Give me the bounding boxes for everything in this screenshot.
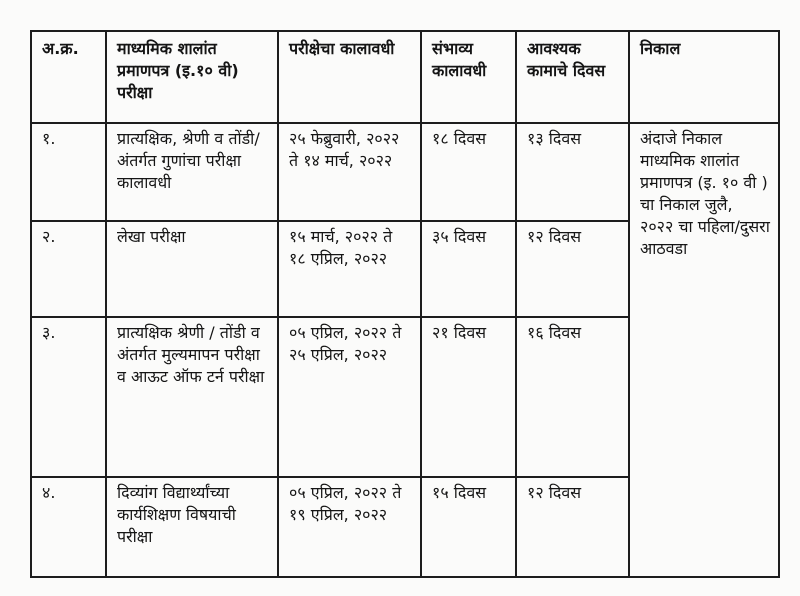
- header-serial: अ.क्र.: [31, 31, 106, 123]
- cell-probable-period: १५ दिवस: [421, 477, 516, 577]
- cell-exam-period: ०५ एप्रिल, २०२२ ते २५ एप्रिल, २०२२: [278, 317, 421, 477]
- header-exam: माध्यमिक शालांत प्रमाणपत्र (इ.१० वी) परीक्षा: [106, 31, 278, 123]
- header-working-days: आवश्यक कामाचे दिवस: [516, 31, 629, 123]
- cell-serial: ४.: [31, 477, 106, 577]
- cell-working-days: १६ दिवस: [516, 317, 629, 477]
- cell-exam: लेखा परीक्षा: [106, 221, 278, 317]
- cell-working-days: १२ दिवस: [516, 221, 629, 317]
- cell-exam-period: २५ फेब्रुवारी, २०२२ ते १४ मार्च, २०२२: [278, 123, 421, 221]
- header-result: निकाल: [629, 31, 779, 123]
- cell-probable-period: २१ दिवस: [421, 317, 516, 477]
- cell-serial: १.: [31, 123, 106, 221]
- cell-serial: २.: [31, 221, 106, 317]
- cell-working-days: १३ दिवस: [516, 123, 629, 221]
- cell-result: अंदाजे निकाल माध्यमिक शालांत प्रमाणपत्र (इ. १० वी ) चा निकाल जुलै, २०२२ चा पहिला/दुसरा आठवडा: [629, 123, 779, 577]
- table-row: [31, 123, 779, 221]
- cell-working-days: १२ दिवस: [516, 477, 629, 577]
- exam-schedule-table: [30, 30, 780, 578]
- header-probable-period: संभाव्य कालावधी: [421, 31, 516, 123]
- cell-exam-period: ०५ एप्रिल, २०२२ ते १९ एप्रिल, २०२२: [278, 477, 421, 577]
- cell-exam: दिव्यांग विद्यार्थ्यांच्या कार्यशिक्षण विषयाची परीक्षा: [106, 477, 278, 577]
- cell-exam-period: १५ मार्च, २०२२ ते १८ एप्रिल, २०२२: [278, 221, 421, 317]
- cell-serial: ३.: [31, 317, 106, 477]
- cell-probable-period: ३५ दिवस: [421, 221, 516, 317]
- table-header-row: [31, 31, 779, 123]
- header-exam-period: परीक्षेचा कालावधी: [278, 31, 421, 123]
- cell-exam: प्रात्यक्षिक श्रेणी / तोंडी व अंतर्गत मुल्यमापन परीक्षा व आऊट ऑफ टर्न परीक्षा: [106, 317, 278, 477]
- cell-exam: प्रात्यक्षिक, श्रेणी व तोंडी/अंतर्गत गुणांचा परीक्षा कालावधी: [106, 123, 278, 221]
- cell-probable-period: १८ दिवस: [421, 123, 516, 221]
